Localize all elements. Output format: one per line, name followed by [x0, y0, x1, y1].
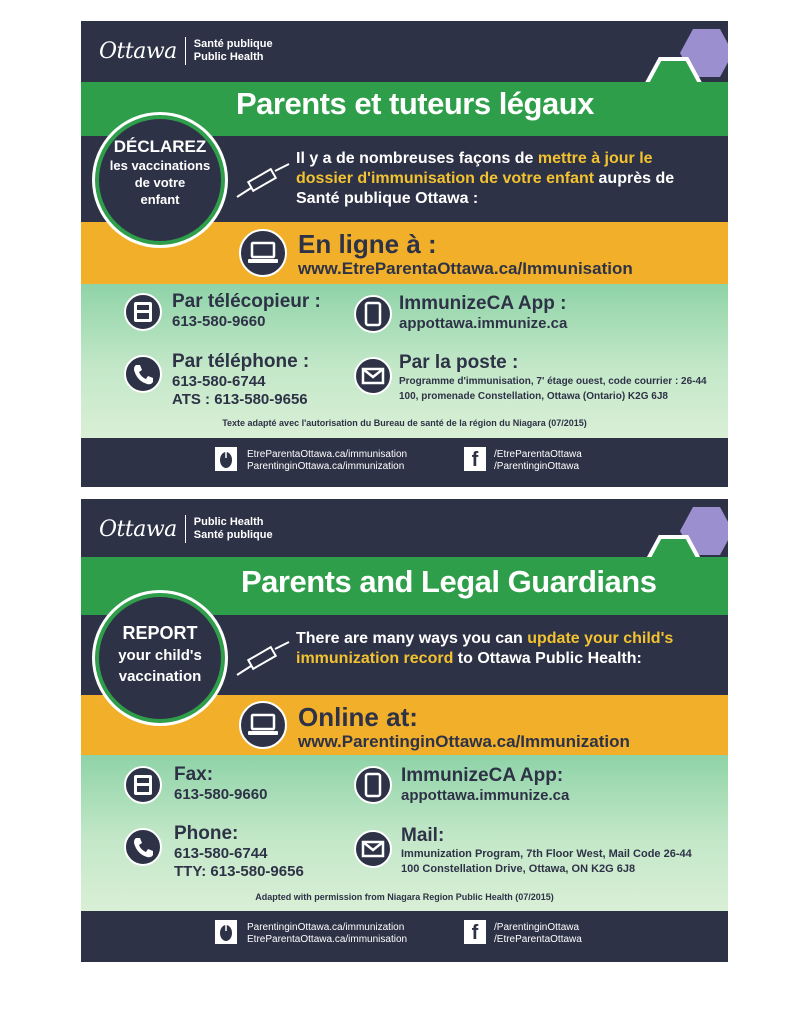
- app-label: ImmunizeCA App :: [399, 293, 567, 314]
- fax-icon: [123, 765, 163, 805]
- intro-text-b: to Ottawa Public Health:: [453, 650, 642, 667]
- footer-social-link-2[interactable]: /EtreParentaOttawa: [494, 934, 582, 945]
- footer-web-link-2[interactable]: ParentinginOttawa.ca/immunization: [247, 461, 405, 472]
- mail-line-2: 100, promenade Constellation, Ottawa (Ontario) K2G 6J8: [399, 391, 668, 402]
- badge-line-2: your child's: [118, 647, 202, 664]
- mail-line-1: Immunization Program, 7th Floor West, Mail Code 26-44: [401, 848, 692, 860]
- phone-value: 613-580-6744: [172, 373, 266, 390]
- mail-contact: [401, 825, 692, 877]
- card-english: [81, 499, 728, 962]
- footer-social-link-1[interactable]: /EtreParentaOttawa: [494, 449, 582, 460]
- footer-web-links: [247, 449, 407, 473]
- online-label: En ligne à :: [298, 229, 437, 259]
- phone-value: 613-580-6744: [174, 845, 268, 862]
- logo-text: [194, 516, 273, 542]
- logo-separator: [185, 515, 186, 543]
- card-footer: [81, 911, 728, 962]
- footer-web-link-2[interactable]: EtreParentaOttawa.ca/immunisation: [247, 934, 408, 945]
- phone-icon: [123, 827, 163, 867]
- app-value[interactable]: appottawa.immunize.ca: [399, 315, 568, 332]
- footer-social-links: [494, 449, 582, 473]
- online-url[interactable]: www.EtreParentaOttawa.ca/Immunisation: [298, 259, 633, 278]
- mail-label: Mail:: [401, 825, 445, 846]
- badge-line-1: DÉCLAREZ: [113, 137, 207, 156]
- ottawa-logo-icon: Ottawa: [99, 38, 177, 64]
- footer-web-link-1[interactable]: ParentinginOttawa.ca/immunization: [247, 922, 405, 933]
- credit-text: Texte adapté avec l'autorisation du Bureau de santé de la région du Niagara (07/2015): [222, 418, 587, 428]
- app-value[interactable]: appottawa.immunize.ca: [401, 787, 570, 804]
- footer-social-link-2[interactable]: /ParentinginOttawa: [494, 461, 580, 472]
- card-footer: [81, 438, 728, 487]
- fax-contact: [172, 291, 321, 331]
- logo-line-1: Santé publique: [193, 38, 273, 50]
- ottawa-logo-icon: Ottawa: [99, 516, 177, 542]
- tablet-icon: [353, 294, 393, 334]
- footer-web-link-1[interactable]: EtreParentaOttawa.ca/immunisation: [247, 449, 408, 460]
- logo-separator: [185, 37, 186, 65]
- card-header: [81, 21, 728, 82]
- badge-line-3: de votre: [134, 175, 186, 190]
- tty-value: ATS : 613-580-9656: [172, 391, 308, 408]
- app-label: ImmunizeCA App:: [401, 765, 564, 786]
- intro-text-a: There are many ways you can: [296, 630, 528, 647]
- envelope-icon: [353, 356, 393, 396]
- syringe-icon: [233, 639, 293, 679]
- mouse-icon: [215, 447, 237, 471]
- tablet-icon: [353, 765, 393, 805]
- footer-social-link-1[interactable]: /ParentinginOttawa: [494, 922, 580, 933]
- logo-line-2: Public Health: [193, 51, 264, 63]
- fax-label: Fax:: [174, 764, 214, 785]
- logo-text: [194, 38, 273, 64]
- card-french: [81, 21, 728, 487]
- page-title: Parents et tuteurs légaux: [236, 86, 594, 121]
- intro-highlight: mettre à jour le dossier d'immunisation de votre enfant: [296, 150, 653, 187]
- footer-web-links: [247, 922, 407, 946]
- logo-line-2: Santé publique: [193, 529, 273, 541]
- logo-line-1: Public Health: [193, 516, 264, 528]
- tty-value: TTY: 613-580-9656: [174, 863, 304, 880]
- contact-section: [81, 755, 728, 911]
- card-header: [81, 499, 728, 557]
- ottawa-logo: [99, 33, 273, 69]
- app-contact: [401, 765, 569, 805]
- mail-line-2: 100 Constellation Drive, Ottawa, ON K2G 6J8: [401, 863, 636, 875]
- online-url[interactable]: www.ParentinginOttawa.ca/Immunization: [298, 732, 630, 751]
- fax-value: 613-580-9660: [174, 786, 268, 803]
- footer-social-links: [494, 922, 582, 946]
- intro-text: [296, 629, 706, 669]
- phone-label: Par téléphone :: [172, 351, 310, 372]
- syringe-icon: [233, 161, 293, 201]
- fax-contact: [174, 764, 267, 804]
- fax-value: 613-580-9660: [172, 313, 266, 330]
- mail-label: Par la poste :: [399, 352, 519, 373]
- badge-line-1: REPORT: [122, 623, 198, 643]
- badge-line-3: vaccination: [118, 668, 202, 685]
- mouse-icon: [215, 920, 237, 944]
- phone-label: Phone:: [174, 823, 239, 844]
- facebook-icon: f: [464, 447, 486, 471]
- laptop-icon: [238, 228, 288, 278]
- phone-icon: [123, 354, 163, 394]
- mail-contact: [399, 352, 707, 404]
- badge-line-4: enfant: [140, 192, 180, 207]
- laptop-icon: [238, 700, 288, 750]
- phone-contact: [174, 823, 304, 881]
- intro-highlight: update your child's immunization record: [296, 630, 674, 667]
- app-contact: [399, 293, 567, 333]
- intro-text-a: Il y a de nombreuses façons de: [296, 150, 538, 167]
- intro-text: [296, 149, 706, 209]
- credit-text: Adapted with permission from Niagara Region Public Health (07/2015): [255, 892, 554, 902]
- page-title: Parents and Legal Guardians: [241, 564, 657, 599]
- mail-line-1: Programme d'immunisation, 7' étage ouest, code courrier : 26-44: [399, 376, 707, 387]
- intro-text-b: auprès de Santé publique Ottawa :: [296, 170, 675, 207]
- fax-icon: [123, 292, 163, 332]
- phone-contact: [172, 351, 309, 409]
- badge-line-2: les vaccinations: [109, 158, 211, 173]
- ottawa-logo: [99, 511, 273, 547]
- facebook-icon: f: [464, 920, 486, 944]
- envelope-icon: [353, 829, 393, 869]
- contact-section: [81, 284, 728, 438]
- fax-label: Par télécopieur :: [172, 291, 321, 312]
- online-label: Online at:: [298, 702, 418, 732]
